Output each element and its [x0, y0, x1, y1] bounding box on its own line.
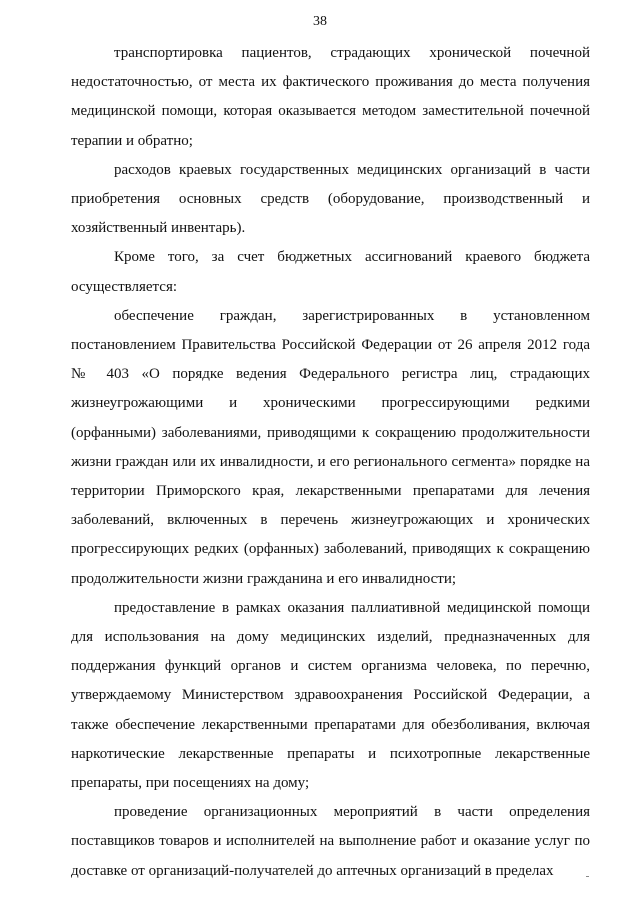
- paragraph-budget-intro: Кроме того, за счет бюджетных ассигнований краевого бюджета осуществляется:: [71, 249, 590, 295]
- paragraph-fixed-assets: расходов краевых государственных медицинских организаций в части приобретения основных средств (оборудование, производственный и хозяйственный инвентарь).: [71, 161, 590, 237]
- scan-speck: [586, 876, 589, 877]
- paragraph-procurement: проведение организационных мероприятий в части определения поставщиков товаров и исполнителей на выполнение работ и оказание услуг по доставке от организаций-получателей до аптечных организаций в пределах: [71, 804, 590, 879]
- paragraph-transport: транспортировка пациентов, страдающих хронической почечной недостаточностью, от места их фактического проживания до места получения медицинской помощи, которая оказывается методом заместительной почечной терапии и обратно;: [71, 45, 590, 149]
- document-body: [71, 39, 590, 886]
- page-number: 38: [313, 14, 327, 29]
- paragraph-palliative-care: предоставление в рамках оказания паллиативной медицинской помощи для использования на дому медицинских изделий, предназначенных для поддержания функций органов и систем организма человека, по перечню, утверждаемому Министерством здравоохранения Российской Федерации, а также обеспечение лекарственными препаратами для обезболивания, включая наркотические лекарственные препараты и психотропные лекарственные препараты, при посещениях на дому;: [71, 599, 590, 792]
- paragraph-orphan-drugs: обеспечение граждан, зарегистрированных в установленном постановлением Правительства Российской Федерации от 26 апреля 2012 года № 403 «О порядке ведения Федерального регистра лиц, страдающих жизнеугрожающими и хроническими прогрессирующими редкими (орфанными) заболеваниями, приводящими к сокращению продолжительности жизни граждан или их инвалидности, и его регионального сегмента» порядке на территории Приморского края, лекарственными препаратами для лечения заболеваний, включенных в перечень жизнеугрожающих и хронических прогрессирующих редких (орфанных) заболеваний, приводящих к сокращению продолжительности жизни гражданина и его инвалидности;: [71, 307, 590, 587]
